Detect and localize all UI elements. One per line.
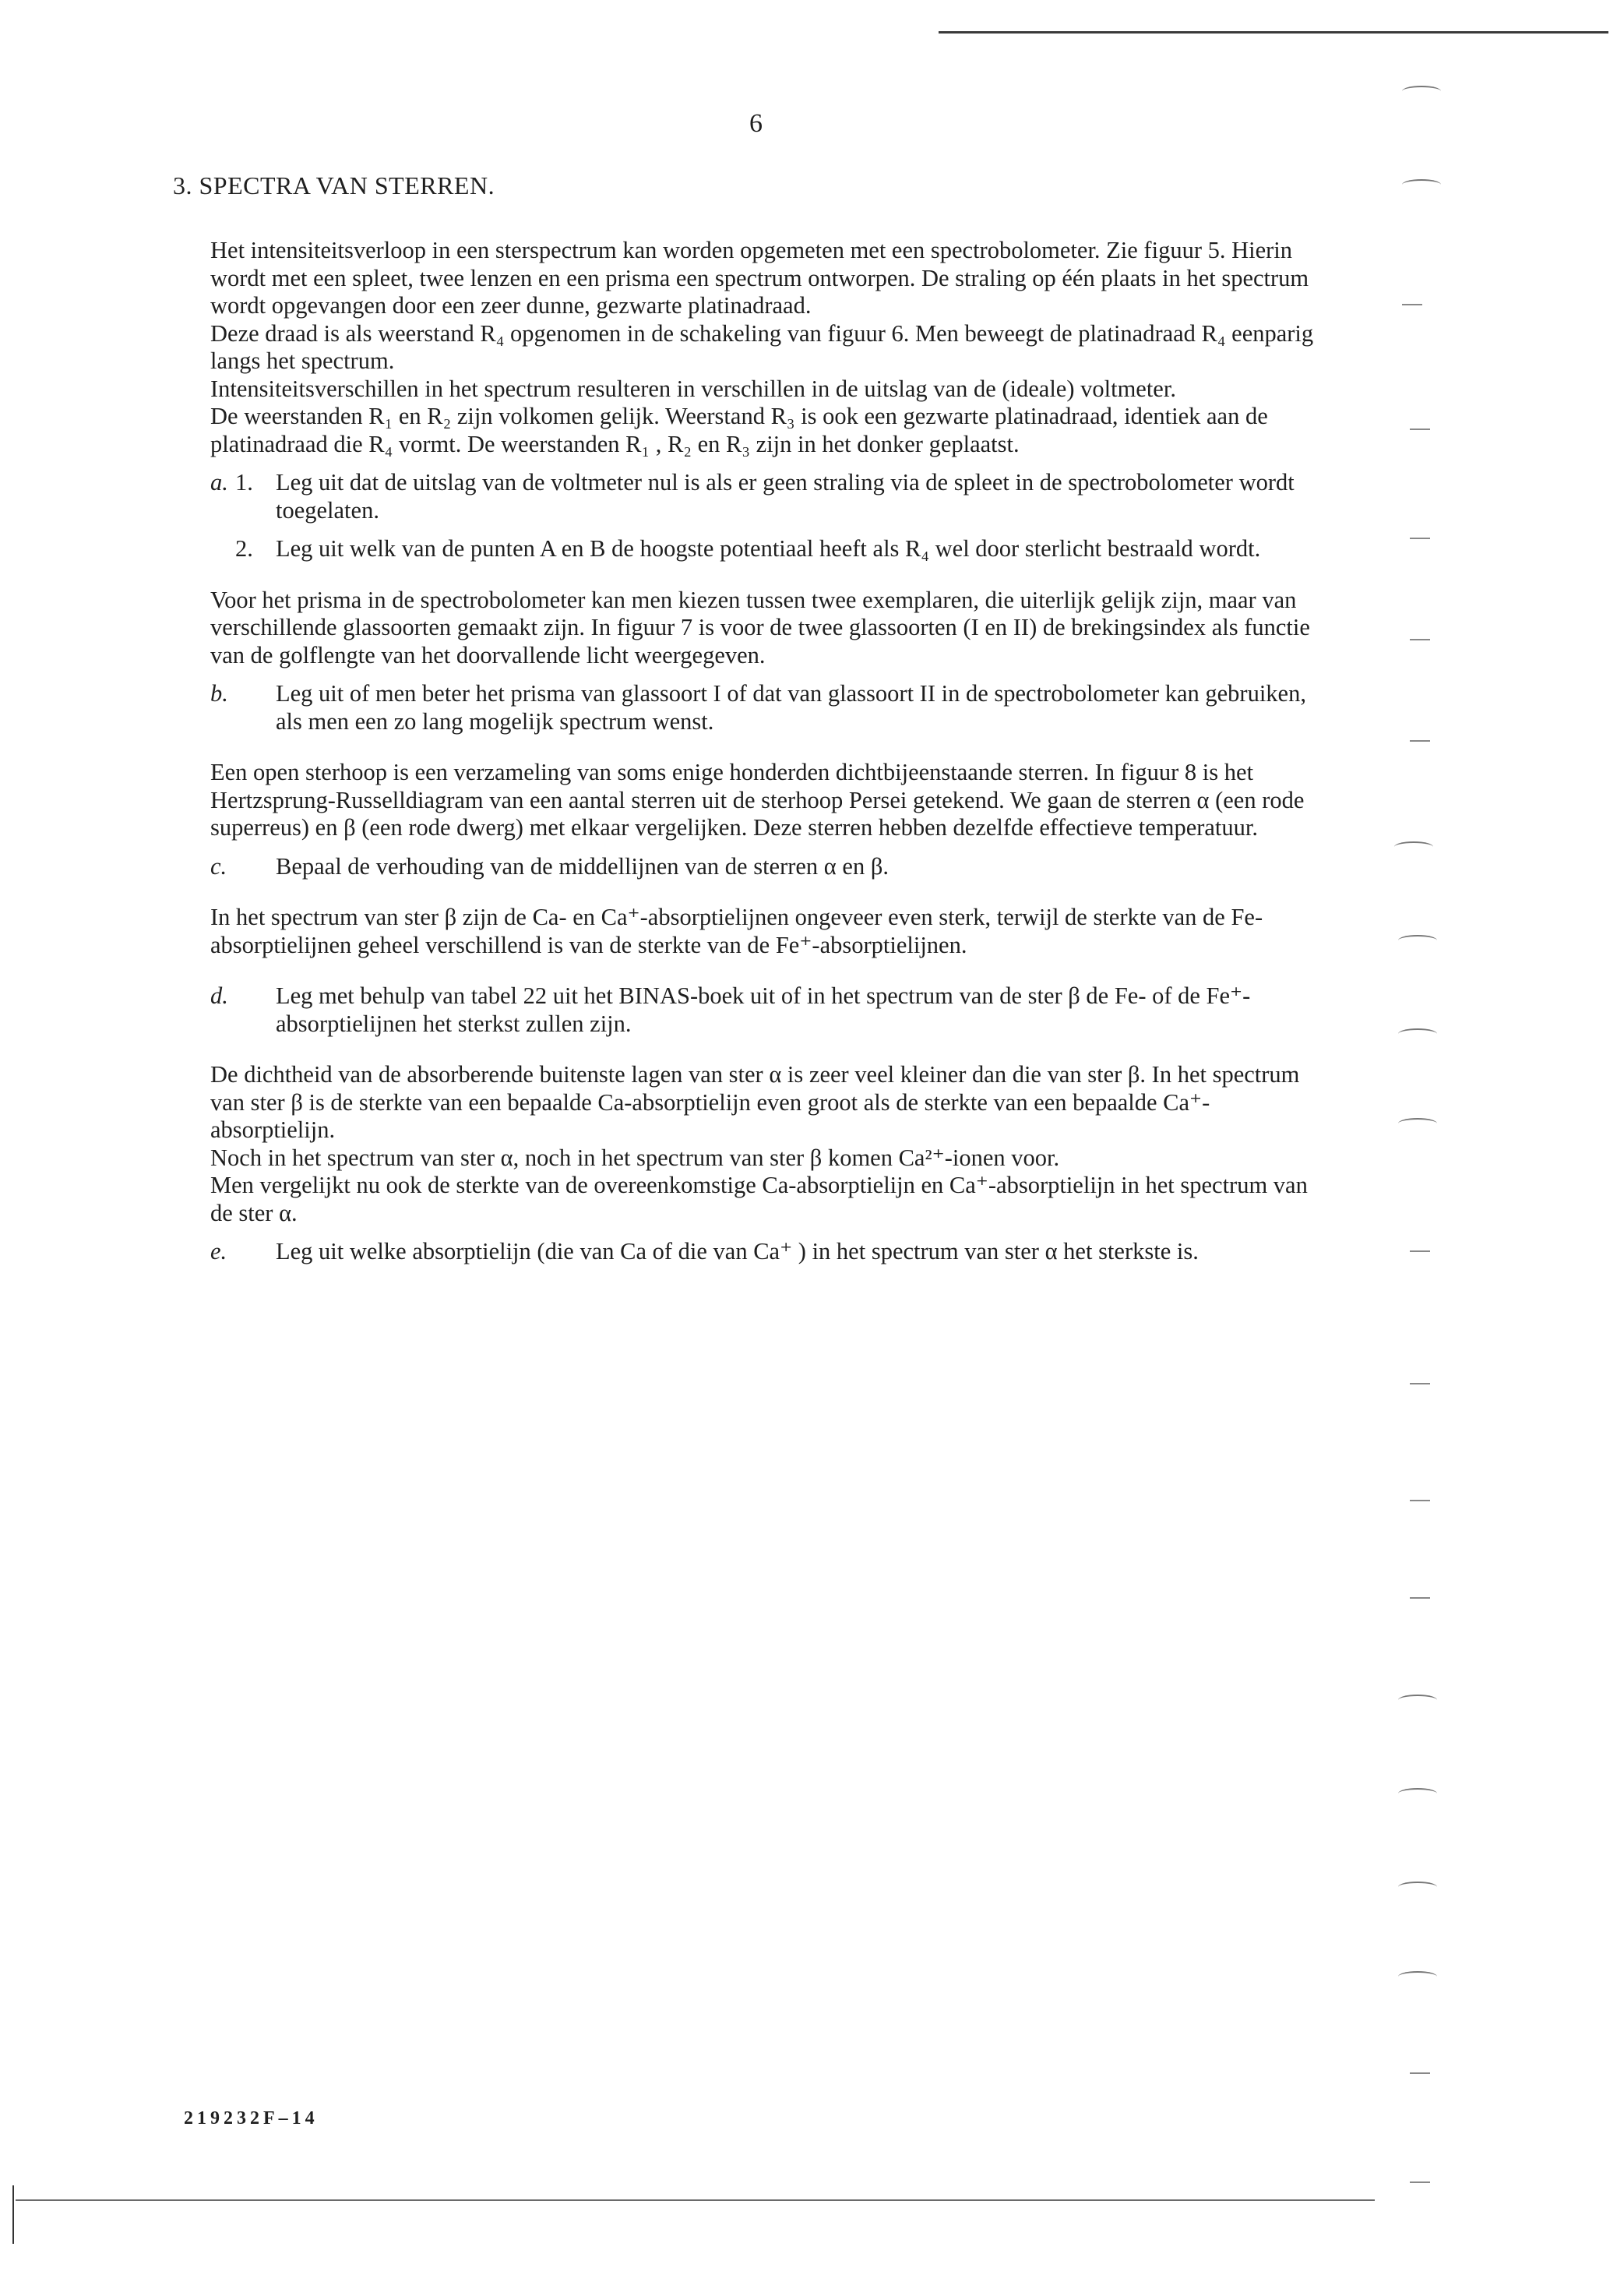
- intro-paragraph-2: Deze draad is als weerstand R₄ opgenomen in de schakeling van figuur 6. Men beweegt de platinadraad R₄ eenparig langs het spectrum.: [210, 319, 1314, 374]
- question-number: 2.: [235, 535, 253, 562]
- body-text: [210, 237, 1320, 1266]
- question-text: Leg uit welk van de punten A en B de hoogste potentiaal heeft als R₄ wel door sterlicht bestraald wordt.: [276, 535, 1261, 562]
- question-text: Leg met behulp van tabel 22 uit het BINAS-boek uit of in het spectrum van de ster β de Fe- of de Fe⁺-absorptielijnen het sterkst zullen zijn.: [276, 982, 1251, 1037]
- binding-mark: [1410, 740, 1430, 742]
- binding-mark: [1398, 1788, 1437, 1799]
- question-text: Leg uit welke absorptielijn (die van Ca of die van Ca⁺ ) in het spectrum van ster α het sterkste is.: [276, 1238, 1199, 1264]
- intro-paragraph-3: Intensiteitsverschillen in het spectrum resulteren in verschillen in de uitslag van de (ideale) voltmeter.: [210, 375, 1176, 402]
- density-paragraph-2: Noch in het spectrum van ster α, noch in het spectrum van ster β komen Ca²⁺-ionen voor.: [210, 1144, 1060, 1171]
- binding-mark: [1398, 1971, 1437, 1982]
- bottom-rule: [16, 2199, 1375, 2201]
- footer-code: 219232F–14: [184, 2108, 319, 2129]
- question-letter: d.: [210, 982, 228, 1009]
- left-edge-mark: [12, 2185, 14, 2244]
- page-number: 6: [749, 109, 763, 138]
- binding-mark: [1410, 1500, 1430, 1501]
- question-e: [210, 1238, 1320, 1266]
- density-paragraph-3: Men vergelijkt nu ook de sterkte van de overeenkomstige Ca-absorptielijn en Ca⁺-absorptielijn in het spectrum van de ster α.: [210, 1172, 1308, 1226]
- binding-mark: [1410, 2181, 1430, 2183]
- binding-mark: [1402, 179, 1441, 190]
- top-rule: [939, 31, 1608, 34]
- question-text: Leg uit dat de uitslag van de voltmeter nul is als er geen straling via de spleet in de spectrobolometer wordt toegelaten.: [276, 469, 1295, 524]
- binding-mark: [1398, 1028, 1437, 1039]
- binding-mark: [1410, 1250, 1430, 1252]
- binding-mark: [1410, 538, 1430, 539]
- binding-marks: [1379, 47, 1464, 2213]
- binding-mark: [1410, 639, 1430, 640]
- question-text: Bepaal de verhouding van de middellijnen van de sterren α en β.: [276, 852, 889, 880]
- spectrum-paragraph: In het spectrum van ster β zijn de Ca- en Ca⁺-absorptielijnen ongeveer even sterk, terwijl de sterkte van de Fe-absorptielijnen geheel verschillend is van de sterkte van de Fe⁺-absorptielijnen.: [210, 904, 1263, 958]
- question-letter: b.: [210, 680, 228, 707]
- intro-paragraph-1: Het intensiteitsverloop in een sterspectrum kan worden opgemeten met een spectrobolometer. Zie figuur 5. Hierin wordt met een spleet, twee lenzen en een prisma een spectrum ontworpen. De straling op één plaats in het spectrum wordt opgevangen door een zeer dunne, gezwarte platinadraad.: [210, 237, 1309, 319]
- binding-mark: [1410, 2072, 1430, 2074]
- question-letter: c.: [210, 852, 227, 880]
- question-d: [210, 982, 1320, 1038]
- binding-mark: [1398, 1695, 1437, 1705]
- prism-paragraph: Voor het prisma in de spectrobolometer kan men kiezen tussen twee exemplaren, die uiterlijk gelijk zijn, maar van verschillende glassoorten gemaakt zijn. In figuur 7 is voor de twee glassoorten (I en II) de brekingsindex als functie van de golflengte van het doorvallende licht weergegeven.: [210, 586, 1310, 668]
- section-title: 3. SPECTRA VAN STERREN.: [173, 171, 495, 199]
- binding-mark: [1410, 1597, 1430, 1599]
- intro-paragraph-4: De weerstanden R₁ en R₂ zijn volkomen gelijk. Weerstand R₃ is ook een gezwarte platinadraad, identiek aan de platinadraad die R₄ vormt. De weerstanden R₁ , R₂ en R₃ zijn in het donker geplaatst.: [210, 403, 1268, 457]
- binding-mark: [1398, 935, 1437, 946]
- binding-mark: [1402, 86, 1441, 97]
- question-letter: a.: [210, 469, 228, 496]
- binding-mark: [1410, 1383, 1430, 1384]
- density-paragraph-1: De dichtheid van de absorberende buitenste lagen van ster α is zeer veel kleiner dan die van ster β. In het spectrum van ster β is de sterkte van een bepaalde Ca-absorptielijn even groot als de sterkte van een bepaalde Ca⁺-absorptielijn.: [210, 1061, 1300, 1143]
- question-c: [210, 853, 1320, 881]
- binding-mark: [1410, 429, 1430, 430]
- binding-mark: [1398, 1882, 1437, 1892]
- question-a1: [210, 469, 1320, 524]
- question-a2: [210, 535, 1320, 563]
- binding-mark: [1402, 304, 1422, 305]
- cluster-paragraph: Een open sterhoop is een verzameling van soms enige honderden dichtbijeenstaande sterren. In figuur 8 is het Hertzsprung-Russelldiagram van een aantal sterren uit de sterhoop Persei getekend. We gaan de sterren α (een rode superreus) en β (een rode dwerg) met elkaar vergelijken. Deze sterren hebben dezelfde effectieve temperatuur.: [210, 759, 1305, 841]
- binding-mark: [1394, 841, 1433, 852]
- question-b: [210, 680, 1320, 735]
- binding-mark: [1398, 1118, 1437, 1129]
- question-letter: e.: [210, 1238, 227, 1264]
- question-number: 1.: [235, 469, 253, 496]
- question-text: Leg uit of men beter het prisma van glassoort I of dat van glassoort II in de spectrobolometer kan gebruiken, als men een zo lang mogelijk spectrum wenst.: [276, 680, 1306, 735]
